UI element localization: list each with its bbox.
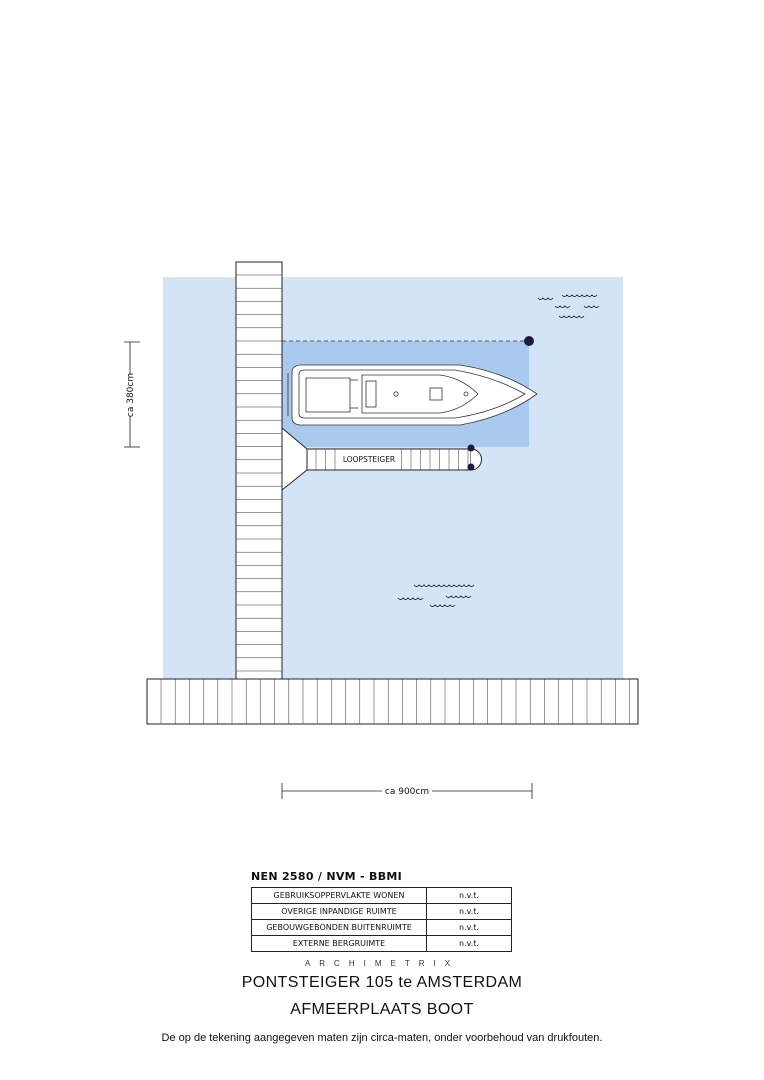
water-area xyxy=(163,277,623,679)
area-table-value: n.v.t. xyxy=(427,920,512,936)
area-table-row xyxy=(252,920,512,936)
bollard-walkway-top xyxy=(468,445,475,452)
area-table-value: n.v.t. xyxy=(427,936,512,952)
area-table-label: GEBOUWGEBONDEN BUITENRUIMTE xyxy=(252,920,427,936)
area-table xyxy=(251,887,512,952)
dimension-vertical-label: ca 380cm xyxy=(126,372,136,418)
quay xyxy=(147,679,638,724)
area-table-row xyxy=(252,904,512,920)
walkway-label: LOOPSTEIGER xyxy=(342,455,396,464)
area-table-row xyxy=(252,888,512,904)
brand-name: ARCHIMETRIX xyxy=(304,959,460,968)
drawing-subtitle: AFMEERPLAATS BOOT xyxy=(290,1001,474,1018)
area-table-label: GEBRUIKSOPPERVLAKTE WONEN xyxy=(252,888,427,904)
drawing-title-address: PONTSTEIGER 105 te AMSTERDAM xyxy=(241,974,523,991)
area-table-title: NEN 2580 / NVM - BBMI xyxy=(251,870,403,883)
area-table-label: EXTERNE BERGRUIMTE xyxy=(252,936,427,952)
bollard-mooring xyxy=(524,336,534,346)
bollard-walkway-bottom xyxy=(468,464,475,471)
area-table-label: OVERIGE INPANDIGE RUIMTE xyxy=(252,904,427,920)
area-table-row xyxy=(252,936,512,952)
main-pier xyxy=(236,262,282,679)
dimension-horizontal-label: ca 900cm xyxy=(384,787,430,797)
disclaimer-text: De op de tekening aangegeven maten zijn circa-maten, onder voorbehoud van drukfouten. xyxy=(161,1032,603,1044)
area-table-value: n.v.t. xyxy=(427,904,512,920)
area-table-value: n.v.t. xyxy=(427,888,512,904)
